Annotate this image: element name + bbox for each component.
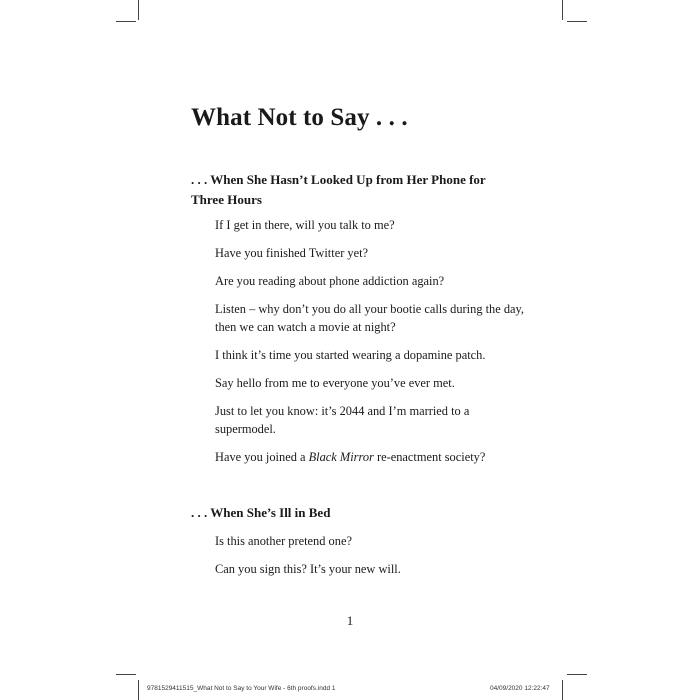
text-line: If I get in there, will you talk to me?: [215, 218, 395, 232]
text-line: Can you sign this? It’s your new will.: [215, 562, 401, 576]
text-line: I think it’s time you started wearing a dopamine patch.: [215, 348, 486, 362]
text-run: re-enactment society?: [373, 450, 486, 464]
page-number: 1: [346, 613, 354, 628]
page-title: What Not to Say . . .: [191, 104, 408, 131]
text-line: Say hello from me to everyone you’ve ever met.: [215, 376, 455, 390]
crop-mark-top-left-h: [116, 21, 136, 22]
print-slug-timestamp: 04/09/2020 12:22:47: [490, 685, 550, 692]
text-line: Listen – why don’t you do all your bootie calls during the day,: [215, 302, 525, 316]
text-line-black-mirror: [215, 447, 485, 467]
text-line: supermodel.: [215, 422, 276, 436]
crop-mark-bottom-left-h: [116, 674, 136, 675]
text-line: then we can watch a movie at night?: [215, 320, 396, 334]
text-line: Just to let you know: it’s 2044 and I’m married to a: [215, 404, 470, 418]
crop-mark-bottom-right-h: [567, 674, 587, 675]
print-slug-filename: 9781529411515_What Not to Say to Your Wife - 6th proofs.indd 1: [147, 685, 336, 692]
italic-title: Black Mirror: [308, 450, 374, 464]
crop-mark-top-left: [138, 0, 139, 20]
crop-mark-top-right: [562, 0, 563, 20]
text-line: Are you reading about phone addiction again?: [215, 274, 445, 288]
text-line: Is this another pretend one?: [215, 534, 352, 548]
crop-mark-bottom-left: [138, 680, 139, 700]
text-run: Have you joined a: [215, 450, 309, 464]
section-heading-phone: . . . When She Hasn’t Looked Up from Her Phone for Three Hours: [191, 172, 486, 207]
crop-mark-bottom-right: [562, 680, 563, 700]
section-heading-ill: . . . When She’s Ill in Bed: [191, 505, 331, 520]
text-line: Have you finished Twitter yet?: [215, 246, 369, 260]
crop-mark-top-right-h: [567, 21, 587, 22]
